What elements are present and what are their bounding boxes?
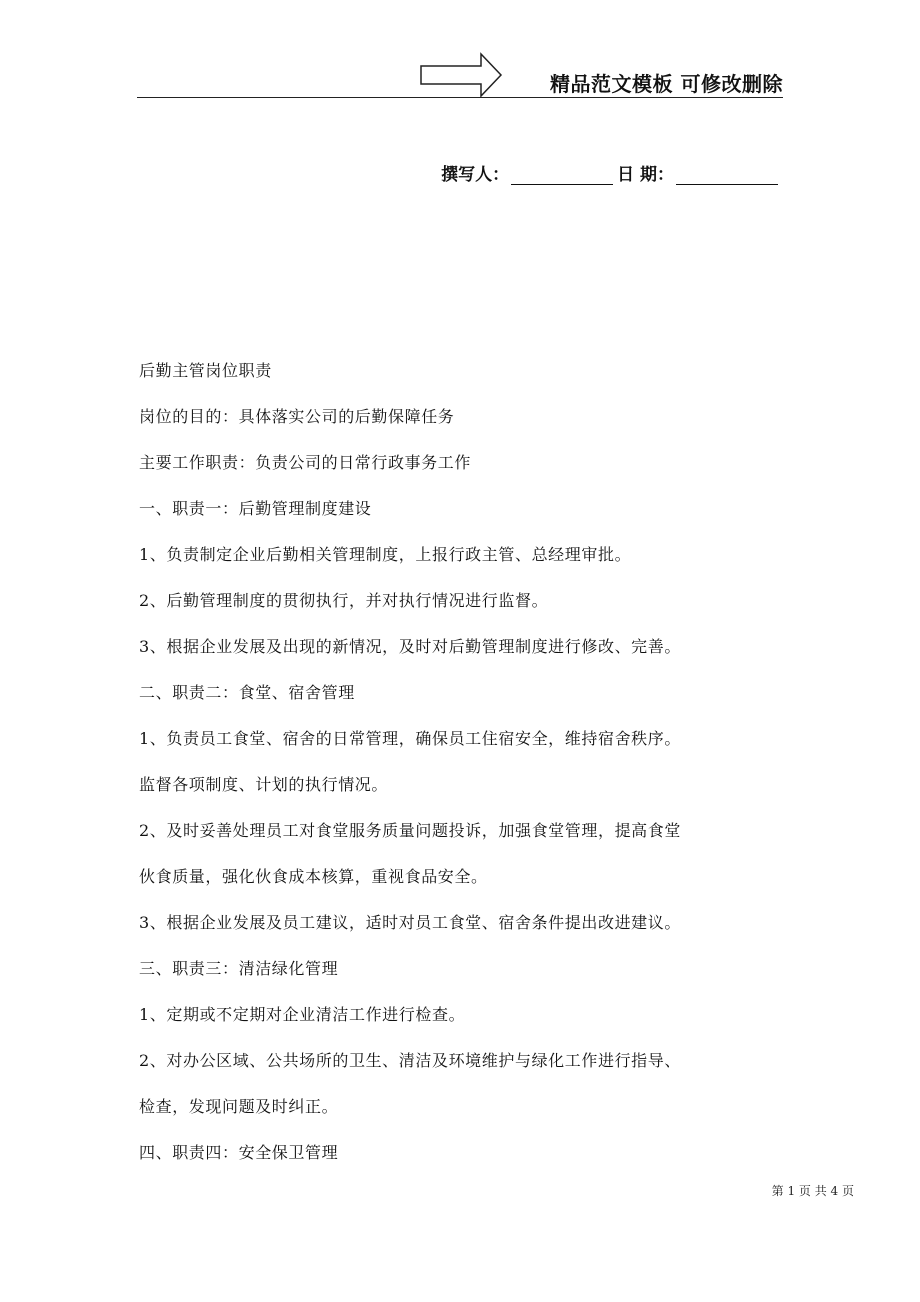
paragraph: 1、负责制定企业后勤相关管理制度，上报行政主管、总经理审批。: [139, 545, 632, 564]
section-heading: 三、职责三：清洁绿化管理: [139, 959, 339, 978]
section-heading: 二、职责二：食堂、宿舍管理: [139, 683, 355, 702]
paragraph: 监督各项制度、计划的执行情况。: [139, 775, 389, 794]
date-label: 日 期：: [617, 165, 674, 185]
paragraph: 2、对办公区域、公共场所的卫生、清洁及环境维护与绿化工作进行指导、: [139, 1051, 681, 1070]
page-number: 第 1 页 共 4 页: [771, 1184, 854, 1198]
paragraph: 检查，发现问题及时纠正。: [139, 1097, 339, 1116]
paragraph: 2、后勤管理制度的贯彻执行，并对执行情况进行监督。: [139, 591, 549, 610]
paragraph: 2、及时妥善处理员工对食堂服务质量问题投诉，加强食堂管理，提高食堂: [139, 821, 681, 840]
paragraph: 3、根据企业发展及员工建议，适时对员工食堂、宿舍条件提出改进建议。: [139, 913, 681, 932]
signature-line: [441, 160, 782, 185]
paragraph: 伙食质量，强化伙食成本核算，重视食品安全。: [139, 867, 488, 886]
paragraph: 1、定期或不定期对企业清洁工作进行检查。: [139, 1005, 466, 1024]
date-blank[interactable]: [676, 166, 778, 185]
paragraph: 主要工作职责：负责公司的日常行政事务工作: [139, 453, 472, 472]
right-arrow-outline-icon: [419, 52, 503, 98]
header-rule: [137, 97, 783, 98]
paragraph: 3、根据企业发展及出现的新情况，及时对后勤管理制度进行修改、完善。: [139, 637, 681, 656]
author-label: 撰写人：: [441, 165, 510, 185]
paragraph: 岗位的目的：具体落实公司的后勤保障任务: [139, 407, 455, 426]
header-title: 精品范文模板 可修改删除: [550, 72, 783, 96]
author-blank[interactable]: [511, 166, 613, 185]
doc-title: 后勤主管岗位职责: [139, 361, 272, 380]
section-heading: 一、职责一：后勤管理制度建设: [139, 499, 372, 518]
document-body: [139, 348, 779, 1176]
section-heading: 四、职责四：安全保卫管理: [139, 1143, 339, 1162]
paragraph: 1、负责员工食堂、宿舍的日常管理，确保员工住宿安全，维持宿舍秩序。: [139, 729, 681, 748]
page-header: [137, 50, 783, 98]
